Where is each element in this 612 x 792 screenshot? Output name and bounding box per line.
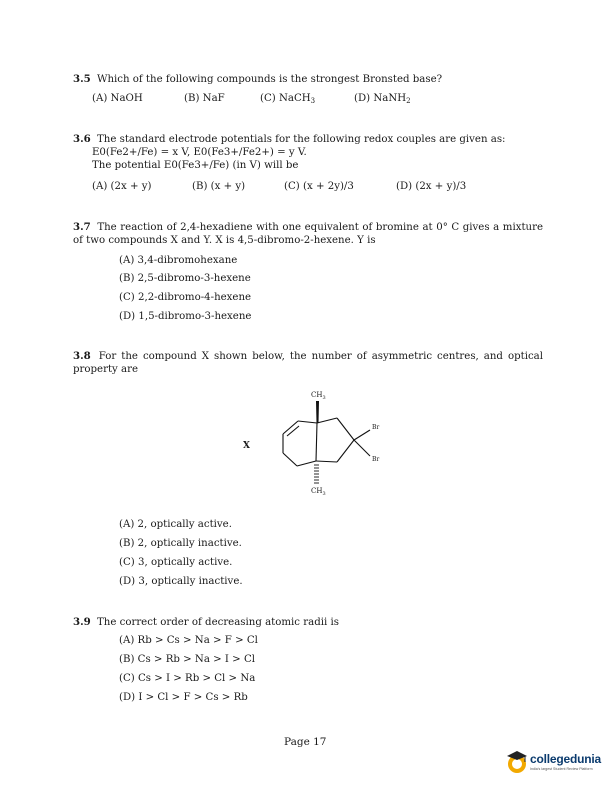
question-text: The correct order of decreasing atomic radii is: [96, 617, 339, 628]
question-text: Which of the following compounds is the strongest Bronsted base?: [96, 74, 443, 85]
option-d: (D) (2x + y)/3: [396, 181, 467, 192]
question-number: 3.6: [73, 133, 91, 145]
option-b: (B) 2,5-dibromo-3-hexene: [119, 273, 251, 284]
option-a: (A) 2, optically active.: [119, 519, 232, 530]
option-d: (D) 1,5-dibromo-3-hexene: [119, 311, 252, 322]
methyl-top: $CH_3$: [311, 391, 326, 401]
option-c: (C) 3, optically active.: [119, 557, 233, 568]
logo-name: collegedunia: [530, 752, 601, 766]
potential-line: E0(Fe2+/Fe) = x V, E0(Fe3+/Fe2+) = y V.: [92, 147, 307, 158]
bromine-top: Br: [372, 424, 380, 431]
option-c: (C) NaCH$_3$: [260, 93, 316, 105]
option-c: (C) 2,2-dibromo-4-hexene: [119, 292, 252, 303]
potential-question: The potential E0(Fe3+/Fe) (in V) will be: [92, 160, 299, 171]
question-text: The standard electrode potentials for the following redox couples are given as:: [96, 134, 506, 145]
option-d: (D) NaNH$_2$: [354, 93, 411, 105]
option-a: (A) (2x + y): [92, 181, 152, 192]
option-d: (D) 3, optically inactive.: [119, 576, 243, 587]
collegedunia-logo-icon: [504, 749, 530, 775]
option-c: (C) Cs > I > Rb > Cl > Na: [119, 673, 256, 684]
methyl-bottom: $CH_3$: [311, 487, 326, 497]
option-b: (B) Cs > Rb > Na > I > Cl: [119, 654, 256, 665]
option-b: (B) 2, optically inactive.: [119, 538, 242, 549]
question-3-9: [73, 616, 543, 629]
option-a: (A) Rb > Cs > Na > F > Cl: [119, 635, 258, 646]
question-text: The reaction of 2,4-hexadiene with one equivalent of bromine at 0° C gives a mixture of two compounds X and Y. X is 4,5-dibromo-2-hexene. Y is: [73, 222, 543, 246]
option-c: (C) (x + 2y)/3: [284, 181, 354, 192]
bromine-bottom: Br: [372, 456, 380, 463]
option-a: (A) 3,4-dibromohexane: [119, 255, 238, 266]
question-number: 3.5: [73, 73, 91, 85]
compound-label: X: [243, 441, 250, 451]
question-number: 3.8: [73, 350, 91, 362]
question-text: For the compound X shown below, the number of asymmetric centres, and optical property are: [73, 351, 543, 375]
logo-tagline: India's largest Student Review Platform: [530, 767, 593, 771]
option-b: (B) NaF: [184, 93, 225, 104]
option-d: (D) I > Cl > F > Cs > Rb: [119, 692, 248, 703]
question-number: 3.9: [73, 616, 91, 628]
page-number: Page 17: [284, 736, 327, 748]
option-a: (A) NaOH: [92, 93, 143, 104]
option-b: (B) (x + y): [192, 181, 246, 192]
question-number: 3.7: [73, 221, 91, 233]
